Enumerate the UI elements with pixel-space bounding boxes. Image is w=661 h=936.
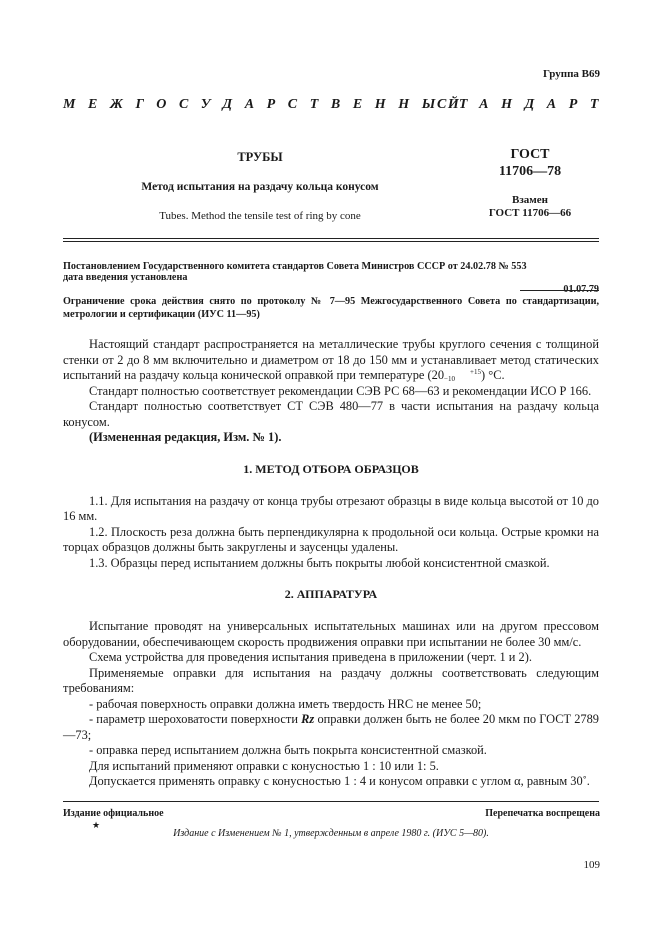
intro-p3: Стандарт полностью соответствует СТ СЭВ 480—77 в части испытания на раздачу кольца конусом. [63,399,599,429]
date-value: 01.07.79 [563,284,599,295]
section-2-p4: - рабочая поверхность оправки должна иметь твердость HRC не менее 50; [89,696,482,711]
banner-left: МЕЖГОСУДАРСТВЕННЫЙ [63,97,472,112]
section-1-p2: 1.2. Плоскость реза должна быть перпендикулярна к продольной оси кольца. Острые кромки на торцах образцов должны быть закруглены и заусенцы удалены. [63,524,599,554]
section-1-p3: 1.3. Образцы перед испытанием должны быть покрыты любой консистентной смазкой. [89,555,550,570]
section-2-p5-a: - параметр шероховатости поверхности [89,712,302,726]
page-number: 109 [583,859,600,871]
title-block [110,150,410,225]
section-2-p7: Для испытаний применяют оправки с конусностью 1 : 10 или 1: 5. [89,758,439,773]
section-2-p3: Применяемые оправки для испытания на раздачу должны соответствовать следующим требованиям: [63,665,599,695]
temp-plus: +15 [470,368,481,377]
temp-unit: °С. [488,368,505,382]
temperature-value: (20 +15 −10 ) [427,368,486,384]
section-2-p1: Испытание проводят на универсальных испытательных машинах или на другом прессовом оборудовании, обеспечивающем скорость продвижения оправки при испытании не более 30 мм/с. [63,619,599,649]
gost-label: ГОСТ [510,147,550,162]
section-2-p6: - оправка перед испытанием должна быть покрыта консистентной смазкой. [89,743,487,757]
intro-paragraph [63,337,599,384]
rz-symbol: Rz [301,712,315,726]
date-underline [520,290,599,291]
temp-minus: −10 [444,375,455,384]
temp-base: 20 [431,368,445,382]
replaces-number: ГОСТ 11706—66 [488,207,572,219]
intro-p4: (Измененная редакция, Изм. № 1). [89,430,282,444]
reprint-prohibited: Перепечатка воспрещена [485,808,600,819]
gost-number: 11706—78 [498,164,562,179]
divider-bottom [63,801,599,802]
document-body [63,337,599,790]
divider-top [63,238,599,239]
star-icon: ★ [92,820,101,830]
divider-top-2 [63,241,599,242]
section-2-p5 [63,712,599,743]
limitation-text: Ограничение срока действия снято по протоколу № 7—95 Межгосударственного Совета по стандартизации, метрологии и сертификации (ИУС 11—95) [63,296,599,320]
section-2-p2: Схема устройства для проведения испытания приведена в приложении (черт. 1 и 2). [89,650,532,664]
date-label: дата введения установлена [63,272,188,283]
doc-title-english: Tubes. Method the tensile test of ring by cone [159,210,361,222]
section-1-p1: 1.1. Для испытания на раздачу от конца трубы отрезают образцы в виде кольца высотой от 10 до 16 мм. [63,493,599,523]
edition-note: Издание с Изменением № 1, утвержденным в апреле 1980 г. (ИУС 5—80). [173,828,489,839]
standard-banner [63,97,611,115]
temp-tolerance [444,369,481,383]
decree-text: Постановлением Государственного комитета стандартов Совета Министров СССР от 24.02.78 № 553 [63,261,527,272]
banner-right: СТАНДАРТ [436,97,611,112]
official-edition: Издание официальное [63,808,164,819]
section-2-p8: Допускается применять оправку с конусностью 1 : 4 и конусом оправки с углом α, равным 30˚. [89,774,590,788]
doc-title: ТРУБЫ [237,150,283,164]
replaces-label: Взамен [512,194,548,206]
intro-p2: Стандарт полностью соответствует рекомендации СЭВ РС 68—63 и рекомендации ИСО Р 166. [89,383,592,398]
intro-text: Настоящий стандарт распространяется на металлические трубы круглого сечения с толщиной стенки от 2 до 8 мм включительно и диаметром от 18 до 150 мм и устанавливает метод статических испытаний на раздачу кольца конической оправкой при температуре [63,337,599,382]
doc-subtitle: Метод испытания на раздачу кольца конусом [141,180,379,193]
gost-block [460,146,600,220]
group-code: Группа В69 [542,68,600,80]
section-2-heading: 2. АППАРАТУРА [284,587,378,601]
section-1-heading: 1. МЕТОД ОТБОРА ОБРАЗЦОВ [243,461,419,476]
date-line [63,271,599,295]
section-2-p5-b: оправки должен быть не более 20 мкм по ГОСТ 2789—73; [63,712,599,742]
